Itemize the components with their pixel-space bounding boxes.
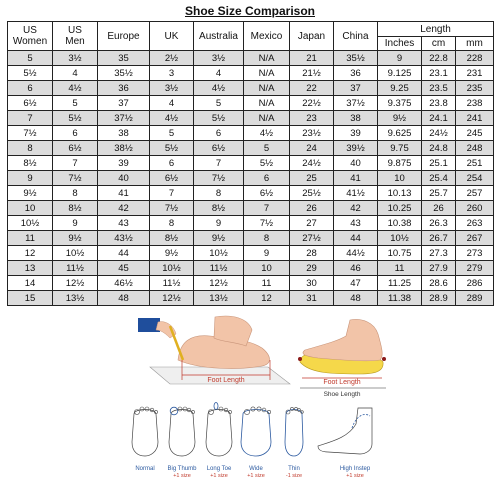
foot-type-note: +1 size: [173, 473, 191, 479]
cell-uk: 5: [150, 126, 194, 141]
cell-uk: 12½: [150, 291, 194, 306]
header-length: Length: [378, 22, 494, 37]
cell-mm: 248: [456, 141, 494, 156]
cell-us-men: 12½: [53, 276, 98, 291]
cell-mm: 267: [456, 231, 494, 246]
cell-japan: 29: [290, 261, 334, 276]
cell-mexico: 4½: [244, 126, 290, 141]
table-row: [8, 141, 494, 156]
cell-china: 38: [334, 111, 378, 126]
cell-cm: 26.3: [422, 216, 456, 231]
cell-japan: 23½: [290, 126, 334, 141]
cell-japan: 24½: [290, 156, 334, 171]
cell-us-men: 9½: [53, 231, 98, 246]
header-japan: Japan: [290, 22, 334, 51]
cell-mm: 228: [456, 51, 494, 66]
table-row: [8, 261, 494, 276]
cell-inches: 9.875: [378, 156, 422, 171]
cell-china: 37½: [334, 96, 378, 111]
foot-type-label: Wide: [249, 466, 263, 472]
table-row: [8, 81, 494, 96]
cell-australia: 11½: [194, 261, 244, 276]
cell-cm: 27.9: [422, 261, 456, 276]
cell-mm: 251: [456, 156, 494, 171]
cell-europe: 35½: [98, 66, 150, 81]
cell-us-women: 14: [8, 276, 53, 291]
cell-australia: 5½: [194, 111, 244, 126]
cell-us-women: 9½: [8, 186, 53, 201]
cell-inches: 9.625: [378, 126, 422, 141]
cell-mexico: N/A: [244, 96, 290, 111]
cell-japan: 21½: [290, 66, 334, 81]
cell-uk: 11½: [150, 276, 194, 291]
cell-australia: 8: [194, 186, 244, 201]
cell-australia: 6: [194, 126, 244, 141]
cell-us-men: 8: [53, 186, 98, 201]
cell-australia: 7: [194, 156, 244, 171]
cell-china: 47: [334, 276, 378, 291]
table-row: [8, 51, 494, 66]
cell-europe: 41: [98, 186, 150, 201]
shoe-length-label: Shoe Length: [323, 391, 361, 398]
header-mm: mm: [456, 37, 494, 51]
cell-china: 46: [334, 261, 378, 276]
table-row: [8, 291, 494, 306]
cell-europe: 37: [98, 96, 150, 111]
cell-europe: 46½: [98, 276, 150, 291]
cell-us-women: 8½: [8, 156, 53, 171]
table-row: [8, 231, 494, 246]
page-title: Shoe Size Comparison: [184, 4, 316, 18]
cell-cm: 24.8: [422, 141, 456, 156]
cell-mexico: N/A: [244, 51, 290, 66]
cell-china: 41½: [334, 186, 378, 201]
header-mexico: Mexico: [244, 22, 290, 51]
header-australia: Australia: [194, 22, 244, 51]
cell-australia: 13½: [194, 291, 244, 306]
cell-uk: 4: [150, 96, 194, 111]
cell-uk: 3: [150, 66, 194, 81]
cell-us-women: 6: [8, 81, 53, 96]
foot-type-note: +1 size: [247, 473, 265, 479]
cell-mm: 231: [456, 66, 494, 81]
cell-uk: 6: [150, 156, 194, 171]
cell-japan: 22: [290, 81, 334, 96]
cell-china: 41: [334, 171, 378, 186]
cell-australia: 12½: [194, 276, 244, 291]
cell-europe: 39: [98, 156, 150, 171]
cell-mm: 273: [456, 246, 494, 261]
cell-uk: 4½: [150, 111, 194, 126]
cell-cm: 28.6: [422, 276, 456, 291]
header-uk: UK: [150, 22, 194, 51]
cell-china: 35½: [334, 51, 378, 66]
header-inches: Inches: [378, 37, 422, 51]
cell-cm: 23.1: [422, 66, 456, 81]
cell-china: 39: [334, 126, 378, 141]
cell-japan: 27½: [290, 231, 334, 246]
cell-europe: 35: [98, 51, 150, 66]
cell-europe: 36: [98, 81, 150, 96]
cell-australia: 9½: [194, 231, 244, 246]
cell-mm: 260: [456, 201, 494, 216]
cell-mexico: 6½: [244, 186, 290, 201]
cell-mm: 245: [456, 126, 494, 141]
cell-us-women: 12: [8, 246, 53, 261]
table-row: [8, 96, 494, 111]
cell-europe: 43: [98, 216, 150, 231]
foot-type-note: -1 size: [285, 473, 303, 479]
cell-mm: 263: [456, 216, 494, 231]
cell-uk: 2½: [150, 51, 194, 66]
cell-australia: 4: [194, 66, 244, 81]
cell-mm: 238: [456, 96, 494, 111]
cell-japan: 24: [290, 141, 334, 156]
foot-type-label: Thin: [288, 466, 300, 472]
table-row: [8, 126, 494, 141]
cell-cm: 26.7: [422, 231, 456, 246]
cell-us-men: 4: [53, 66, 98, 81]
cell-inches: 11: [378, 261, 422, 276]
cell-europe: 45: [98, 261, 150, 276]
cell-us-men: 3½: [53, 51, 98, 66]
cell-china: 40: [334, 156, 378, 171]
cell-china: 43: [334, 216, 378, 231]
cell-mm: 279: [456, 261, 494, 276]
foot-type-label: Big Thumb: [167, 466, 197, 472]
cell-inches: 10.75: [378, 246, 422, 261]
cell-inches: 10.13: [378, 186, 422, 201]
cell-us-women: 10: [8, 201, 53, 216]
table-row: [8, 201, 494, 216]
cell-europe: 43½: [98, 231, 150, 246]
big-thumb-foot-icon: [168, 407, 198, 479]
cell-inches: 10: [378, 171, 422, 186]
cell-us-men: 10½: [53, 246, 98, 261]
foot-length-label: Foot Length: [207, 377, 245, 384]
table-row: [8, 186, 494, 201]
size-table: [7, 21, 494, 306]
cell-uk: 9½: [150, 246, 194, 261]
cell-europe: 38½: [98, 141, 150, 156]
foot-type-note: +1 size: [210, 473, 228, 479]
cell-china: 44: [334, 231, 378, 246]
cell-china: 37: [334, 81, 378, 96]
header-us-men: US Men: [53, 22, 98, 51]
cell-inches: 9.75: [378, 141, 422, 156]
cell-us-men: 7: [53, 156, 98, 171]
cell-japan: 31: [290, 291, 334, 306]
cell-mexico: 8: [244, 231, 290, 246]
cell-uk: 6½: [150, 171, 194, 186]
cell-mm: 235: [456, 81, 494, 96]
foot-length-label-2: Foot Length: [323, 379, 361, 386]
table-row: [8, 66, 494, 81]
cell-us-men: 7½: [53, 171, 98, 186]
cell-us-men: 8½: [53, 201, 98, 216]
cell-mexico: 11: [244, 276, 290, 291]
cell-inches: 11.25: [378, 276, 422, 291]
cell-japan: 30: [290, 276, 334, 291]
cell-us-men: 11½: [53, 261, 98, 276]
cell-us-women: 5: [8, 51, 53, 66]
cell-inches: 9½: [378, 111, 422, 126]
cell-inches: 10½: [378, 231, 422, 246]
cell-japan: 27: [290, 216, 334, 231]
table-row: [8, 276, 494, 291]
shoe-length-drawing: [298, 320, 386, 398]
cell-japan: 26: [290, 201, 334, 216]
size-table-body: [8, 51, 494, 306]
cell-uk: 5½: [150, 141, 194, 156]
cell-europe: 37½: [98, 111, 150, 126]
pencil-icon: [170, 326, 183, 360]
cell-china: 36: [334, 66, 378, 81]
cell-us-men: 5: [53, 96, 98, 111]
header-us-women: US Women: [8, 22, 53, 51]
cell-uk: 8½: [150, 231, 194, 246]
cell-us-women: 8: [8, 141, 53, 156]
cell-cm: 25.7: [422, 186, 456, 201]
cell-us-men: 13½: [53, 291, 98, 306]
table-row: [8, 246, 494, 261]
cell-us-women: 11: [8, 231, 53, 246]
cell-europe: 48: [98, 291, 150, 306]
cell-cm: 22.8: [422, 51, 456, 66]
measure-foot-drawing: [138, 316, 290, 384]
cell-us-women: 7: [8, 111, 53, 126]
cell-mexico: N/A: [244, 81, 290, 96]
cell-australia: 5: [194, 96, 244, 111]
cell-us-men: 6: [53, 126, 98, 141]
table-row: [8, 156, 494, 171]
high-instep-foot-icon: [318, 408, 372, 479]
wide-foot-icon: [241, 407, 271, 479]
cell-us-women: 6½: [8, 96, 53, 111]
header-cm: cm: [422, 37, 456, 51]
cell-europe: 42: [98, 201, 150, 216]
cell-europe: 40: [98, 171, 150, 186]
cell-cm: 28.9: [422, 291, 456, 306]
cell-australia: 7½: [194, 171, 244, 186]
cell-mm: 286: [456, 276, 494, 291]
cell-mm: 257: [456, 186, 494, 201]
cell-australia: 6½: [194, 141, 244, 156]
cell-japan: 28: [290, 246, 334, 261]
cell-cm: 24½: [422, 126, 456, 141]
cell-inches: 11.38: [378, 291, 422, 306]
cell-japan: 21: [290, 51, 334, 66]
cell-cm: 27.3: [422, 246, 456, 261]
cell-mm: 289: [456, 291, 494, 306]
cell-australia: 9: [194, 216, 244, 231]
cell-us-men: 9: [53, 216, 98, 231]
cell-us-women: 5½: [8, 66, 53, 81]
cell-cm: 23.5: [422, 81, 456, 96]
cell-inches: 10.25: [378, 201, 422, 216]
cell-australia: 10½: [194, 246, 244, 261]
cell-us-men: 5½: [53, 111, 98, 126]
cell-uk: 3½: [150, 81, 194, 96]
cell-us-women: 9: [8, 171, 53, 186]
foot-type-label: Long Toe: [206, 466, 232, 472]
foot-type-label: High Instep: [339, 466, 371, 472]
cell-mexico: 9: [244, 246, 290, 261]
foot-type-label: Normal: [135, 466, 155, 472]
cell-japan: 23: [290, 111, 334, 126]
cell-japan: 25: [290, 171, 334, 186]
cell-europe: 38: [98, 126, 150, 141]
long-toe-foot-icon: [206, 403, 232, 480]
cell-inches: 9.25: [378, 81, 422, 96]
header-china: China: [334, 22, 378, 51]
cell-us-women: 15: [8, 291, 53, 306]
cell-mexico: 6: [244, 171, 290, 186]
table-row: [8, 216, 494, 231]
cell-china: 44½: [334, 246, 378, 261]
cell-inches: 9.375: [378, 96, 422, 111]
cell-us-women: 13: [8, 261, 53, 276]
foot-types: [132, 403, 372, 480]
cell-uk: 7½: [150, 201, 194, 216]
cell-mexico: 12: [244, 291, 290, 306]
cell-inches: 9: [378, 51, 422, 66]
cell-uk: 10½: [150, 261, 194, 276]
cell-mexico: 5: [244, 141, 290, 156]
cell-mexico: 7: [244, 201, 290, 216]
cell-mexico: 5½: [244, 156, 290, 171]
cell-china: 39½: [334, 141, 378, 156]
cell-australia: 3½: [194, 51, 244, 66]
table-row: [8, 111, 494, 126]
cell-us-women: 7½: [8, 126, 53, 141]
cell-us-men: 4½: [53, 81, 98, 96]
cell-mexico: N/A: [244, 66, 290, 81]
header-europe: Europe: [98, 22, 150, 51]
cell-china: 42: [334, 201, 378, 216]
cell-uk: 7: [150, 186, 194, 201]
cell-mexico: N/A: [244, 111, 290, 126]
cell-us-women: 10½: [8, 216, 53, 231]
cell-china: 48: [334, 291, 378, 306]
cell-japan: 25½: [290, 186, 334, 201]
thin-foot-icon: [285, 407, 303, 479]
cell-cm: 24.1: [422, 111, 456, 126]
cell-australia: 4½: [194, 81, 244, 96]
cell-japan: 22½: [290, 96, 334, 111]
cell-cm: 23.8: [422, 96, 456, 111]
normal-foot-icon: [132, 407, 158, 472]
cell-mm: 241: [456, 111, 494, 126]
foot-type-note: +1 size: [346, 473, 364, 479]
cell-mexico: 7½: [244, 216, 290, 231]
cell-europe: 44: [98, 246, 150, 261]
cell-mexico: 10: [244, 261, 290, 276]
cell-cm: 25.1: [422, 156, 456, 171]
cell-cm: 25.4: [422, 171, 456, 186]
cell-mm: 254: [456, 171, 494, 186]
cell-uk: 8: [150, 216, 194, 231]
cell-australia: 8½: [194, 201, 244, 216]
cell-cm: 26: [422, 201, 456, 216]
table-row: [8, 171, 494, 186]
cell-inches: 10.38: [378, 216, 422, 231]
cell-us-men: 6½: [53, 141, 98, 156]
cell-inches: 9.125: [378, 66, 422, 81]
foot-measure-illustration: [0, 312, 500, 500]
